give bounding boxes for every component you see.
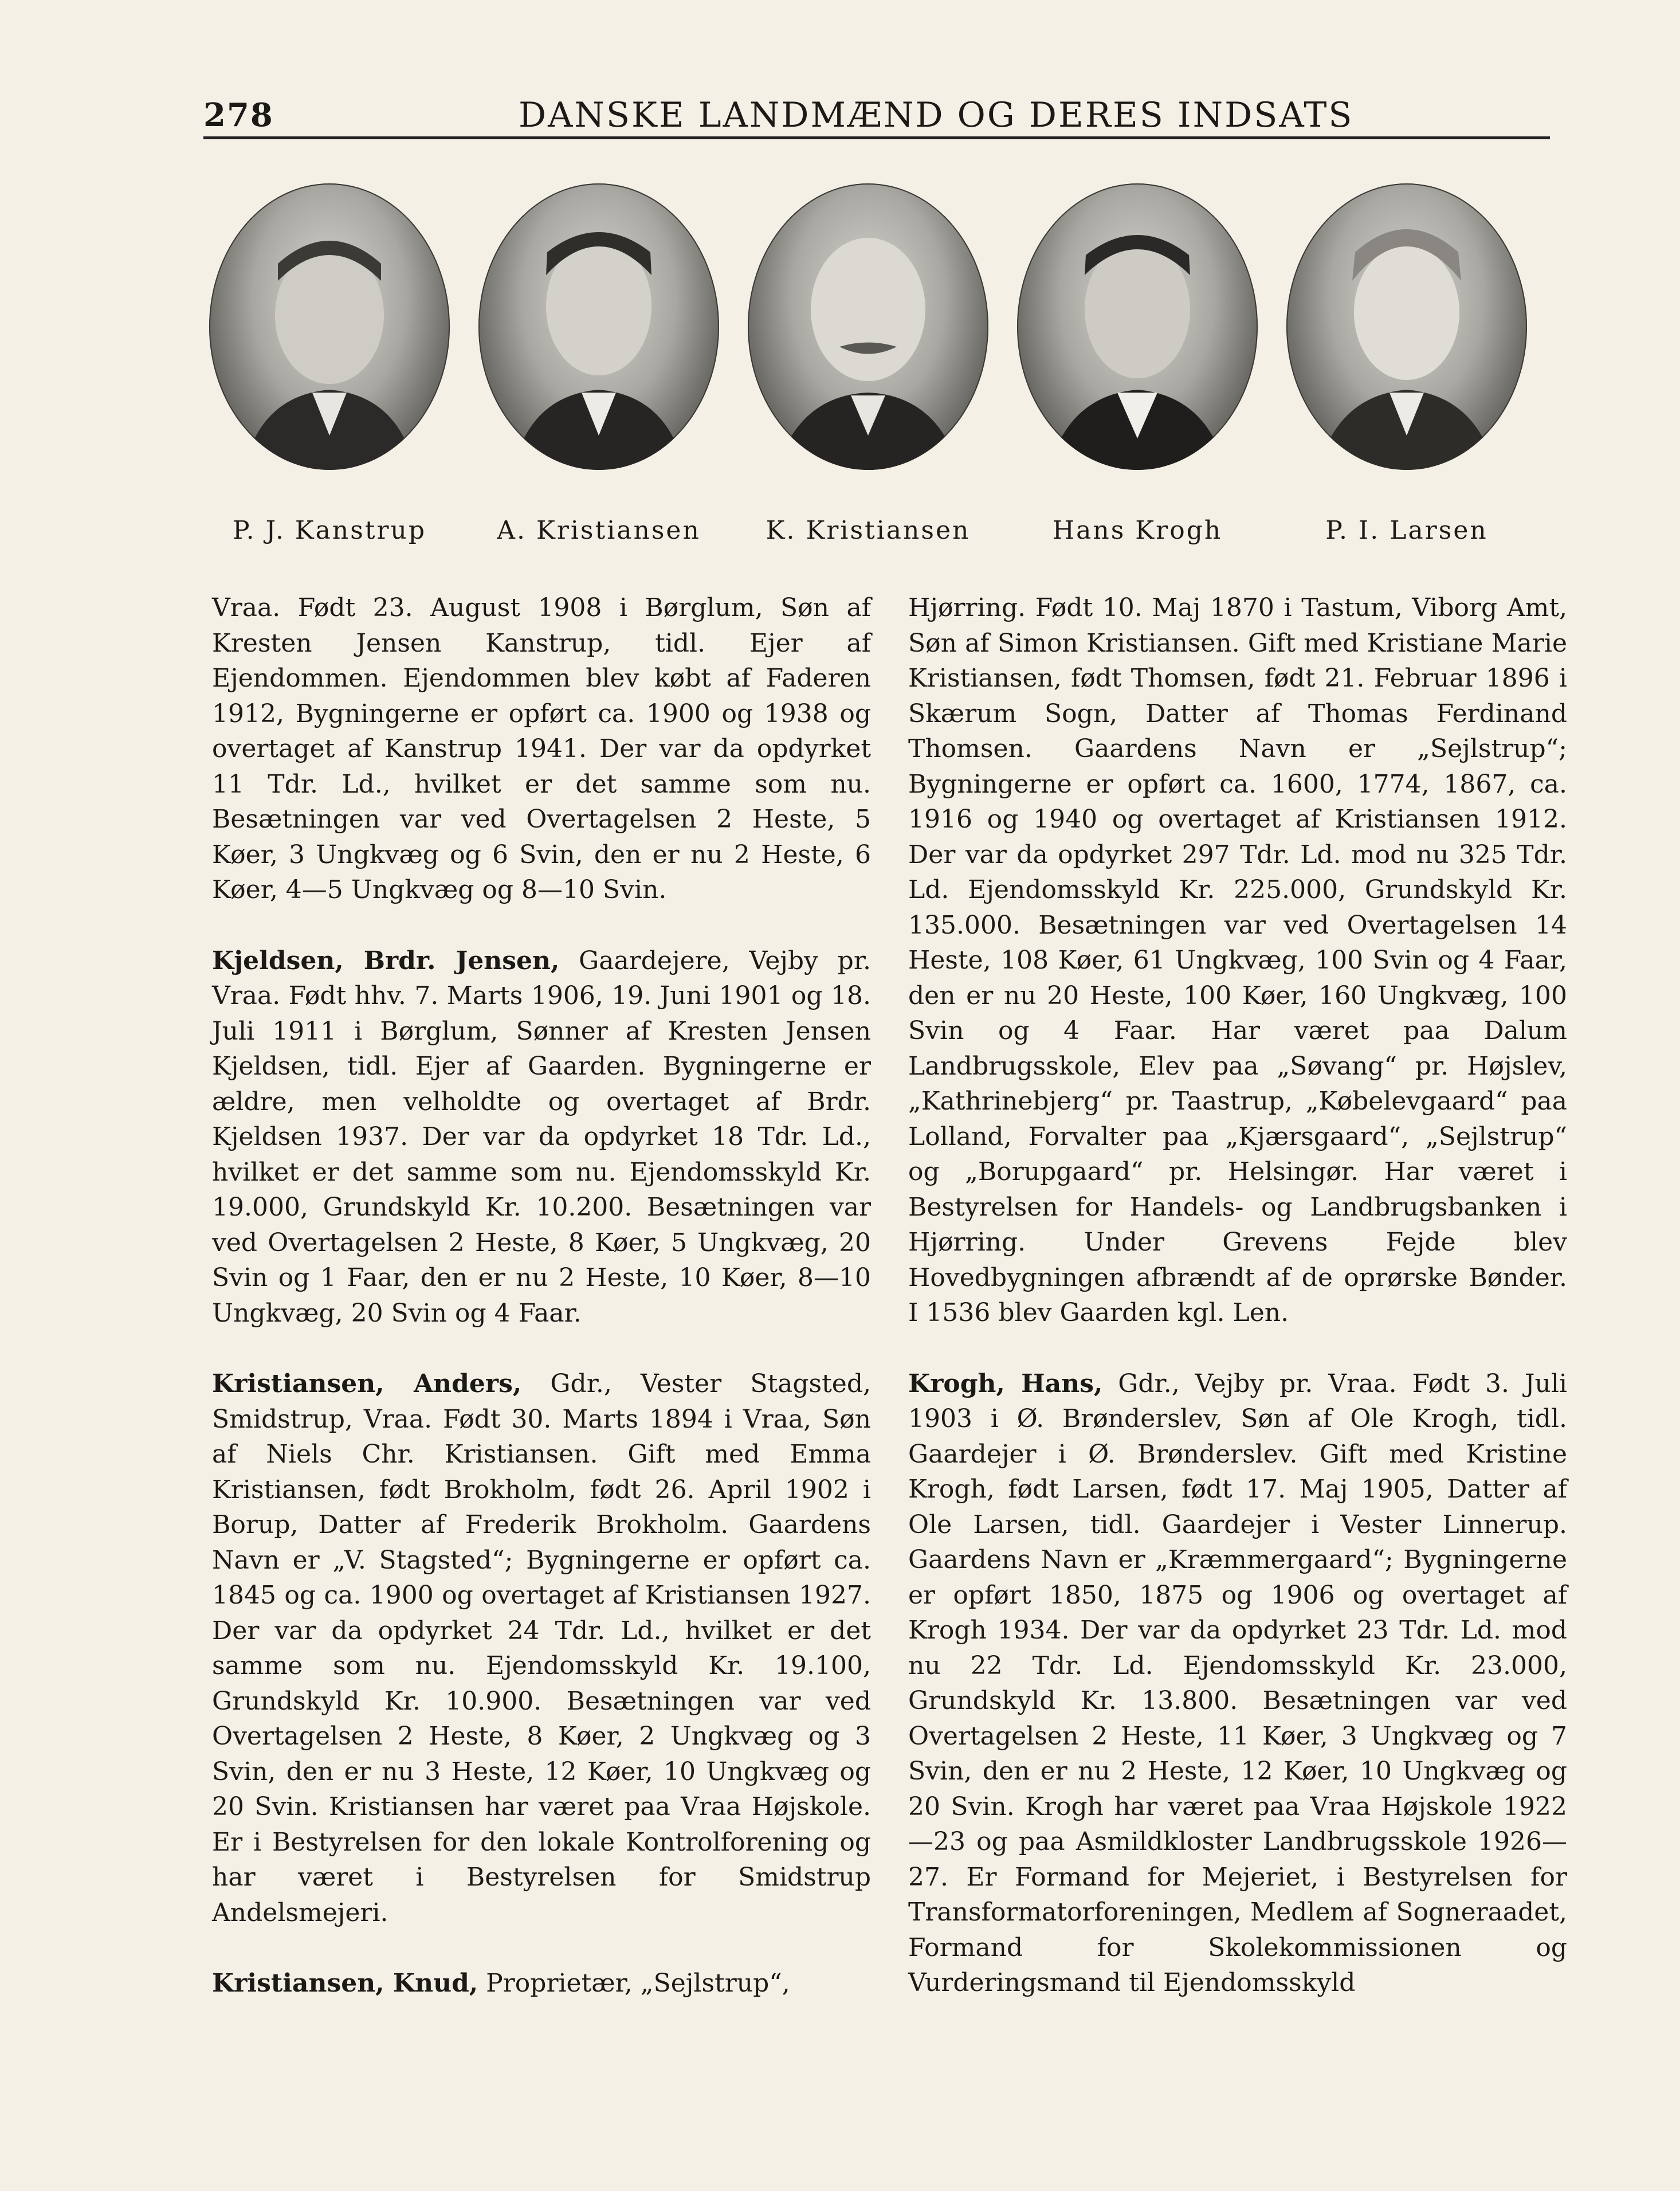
entry-text: Gaardejere, Vejby pr. Vraa. Født hhv. 7. Marts 1906, 19. Juni 1901 og 18. Juli 1911 i Børglum, Sønner af Kresten Jensen Kjeldsen, tidl. Ejer af Gaarden. Bygningerne er ældre, men velholdte og overtaget af Brdr. Kjeldsen 1937. Der var da opdyrket 18 Tdr. Ld., hvilket er det samme som nu. Ejendomsskyld Kr. 19.000, Grundskyld Kr. 10.200. Besætningen var ved Overtagelsen 2 Heste, 8 Køer, 5 Ungkvæg, 20 Svin og 1 Faar, den er nu 2 Heste, 10 Køer, 8—10 Ungkvæg, 20 Svin og 4 Faar. — [212, 946, 871, 1328]
entry-kristiansen-knud — [212, 1966, 871, 2001]
running-title: DANSKE LANDMÆND OG DERES INDSATS — [519, 95, 1354, 135]
right-column — [908, 590, 1567, 2036]
entry-kristiansen-anders — [212, 1366, 871, 1930]
entry-text: Gdr., Vejby pr. Vraa. Født 3. Juli 1903 i Ø. Brønderslev, Søn af Ole Krogh, tidl. Gaardejer i Ø. Brønderslev. Gift med Kristine Krogh, født Larsen, født 17. Maj 1905, Datter af Ole Larsen, tidl. Gaardejer i Vester Linnerup. Gaardens Navn er „Kræmmergaard“; Bygningerne er opført 1850, 1875 og 1906 og overtaget af Krogh 1934. Der var da opdyrket 23 Tdr. Ld. mod nu 22 Tdr. Ld. Ejendomsskyld Kr. 23.000, Grundskyld Kr. 13.800. Besætningen var ved Overtagelsen 2 Heste, 11 Køer, 3 Ungkvæg og 7 Svin, den er nu 2 Heste, 12 Køer, 10 Ungkvæg og 20 Svin. Krogh har været paa Vraa Højskole 1922—23 og paa Asmildkloster Landbrugsskole 1926—27. Er Formand for Mejeriet, i Bestyrelsen for Transformatorforeningen, Medlem af Sogneraadet, Formand for Skolekommissionen og Vurderingsmand til Ejendomsskyld — [908, 1369, 1568, 1997]
portrait-caption: Hans Krogh — [1052, 516, 1223, 545]
portrait-caption: P. J. Kanstrup — [232, 516, 427, 545]
entry-kjeldsen — [212, 943, 871, 1331]
entry-krogh — [908, 1366, 1567, 2001]
entry-text: Vraa. Født 23. August 1908 i Børglum, Søn af Kresten Jensen Kanstrup, tidl. Ejer af Ejendommen. Ejendommen blev købt af Faderen 1912, Bygningerne er opført ca. 1900 og 1938 og overtaget af Kanstrup 1941. Der var da opdyrket 11 Tdr. Ld., hvilket er det samme som nu. Besætningen var ved Overtagelsen 2 Heste, 5 Køer, 3 Ungkvæg og 6 Svin, den er nu 2 Heste, 6 Køer, 4—5 Ungkvæg og 8—10 Svin. — [212, 593, 871, 904]
entry-kanstrup-continued — [212, 590, 871, 908]
portrait-larsen — [1281, 183, 1533, 550]
page-number: 278 — [203, 96, 274, 134]
header-rule — [203, 136, 1550, 139]
entry-text: Gdr., Vester Stagsted, Smidstrup, Vraa. Født 30. Marts 1894 i Vraa, Søn af Niels Chr. Kristiansen. Gift med Emma Kristiansen, født Brokholm, født 26. April 1902 i Borup, Datter af Frederik Brokholm. Gaardens Navn er „V. Stagsted“; Bygningerne er opført ca. 1845 og ca. 1900 og overtaget af Kristiansen 1927. Der var da opdyrket 24 Tdr. Ld., hvilket er det samme som nu. Ejendomsskyld Kr. 19.100, Grundskyld Kr. 10.900. Besætningen var ved Overtagelsen 2 Heste, 8 Køer, 2 Ungkvæg og 3 Svin, den er nu 3 Heste, 12 Køer, 10 Ungkvæg og 20 Svin. Kristiansen har været paa Vraa Højskole. Er i Bestyrelsen for den lokale Kontrolforening og har været i Bestyrelsen for Smidstrup Andelsmejeri. — [212, 1369, 871, 1927]
entry-text: Hjørring. Født 10. Maj 1870 i Tastum, Viborg Amt, Søn af Simon Kristiansen. Gift med Kristiane Marie Kristiansen, født Thomsen, født 21. Februar 1896 i Skærum Sogn, Datter af Thomas Ferdinand Thomsen. Gaardens Navn er „Sejlstrup“; Bygningerne er opført ca. 1600, 1774, 1867, ca. 1916 og 1940 og overtaget af Kristiansen 1912. Der var da opdyrket 297 Tdr. Ld. mod nu 325 Tdr. Ld. Ejendomsskyld Kr. 225.000, Grundskyld Kr. 135.000. Besætningen var ved Overtagelsen 14 Heste, 108 Køer, 61 Ungkvæg, 100 Svin og 4 Faar, den er nu 20 Heste, 100 Køer, 160 Ungkvæg, 100 Svin og 4 Faar. Har været paa Dalum Landbrugsskole, Elev paa „Søvang“ pr. Højslev, „Kathrinebjerg“ pr. Taastrup, „Købelevgaard“ paa Lolland, Forvalter paa „Kjærsgaard“, „Sejlstrup“ og „Borupgaard“ pr. Helsingør. Har været i Bestyrelsen for Handels- og Landbrugsbanken i Hjørring. Under Grevens Fejde blev Hovedbygningen afbrændt af de oprørske Bønder. I 1536 blev Gaarden kgl. Len. — [908, 593, 1567, 1327]
entry-kristiansen-knud-continued — [908, 590, 1567, 1331]
portrait-photo — [748, 183, 988, 470]
portrait-photo — [478, 183, 719, 470]
left-column — [212, 590, 871, 2037]
entry-name: Kristiansen, Knud, — [212, 1969, 478, 1998]
portrait-photo — [1017, 183, 1258, 470]
entry-name: Kjeldsen, Brdr. Jensen, — [212, 946, 560, 975]
portrait-photo — [209, 183, 450, 470]
portrait-k-kristiansen — [742, 183, 994, 550]
entry-name: Krogh, Hans, — [908, 1369, 1103, 1398]
portrait-a-kristiansen — [473, 183, 725, 550]
portrait-caption: K. Kristiansen — [766, 516, 971, 545]
portrait-row — [203, 183, 1561, 550]
portrait-caption: P. I. Larsen — [1325, 516, 1488, 545]
entry-text: Proprietær, „Sejlstrup“, — [478, 1969, 790, 1998]
entry-name: Kristiansen, Anders, — [212, 1369, 522, 1398]
portrait-krogh — [1011, 183, 1263, 550]
portrait-kanstrup — [203, 183, 456, 550]
page-header — [203, 86, 1550, 149]
portrait-photo — [1286, 183, 1527, 470]
portrait-caption: A. Kristiansen — [497, 516, 701, 545]
